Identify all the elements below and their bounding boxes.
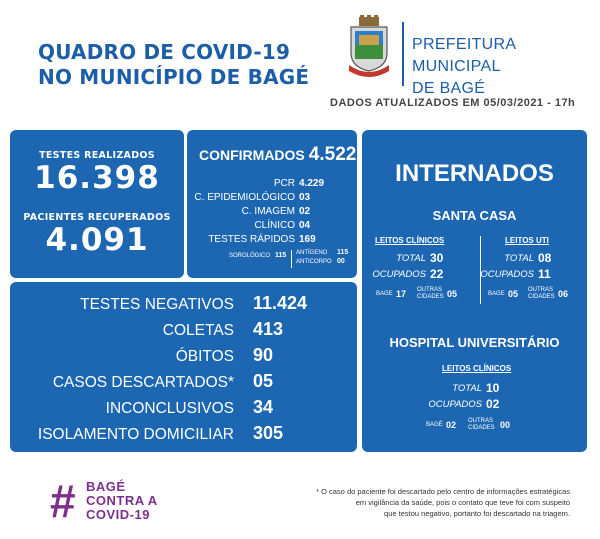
hu-total-value: 10 (486, 381, 500, 395)
footnote-line-2: em vigilância da saúde, pois o contato que teve foi com suspeito (355, 498, 570, 507)
footnote-line-3: que testou negativo, portanto foi descartado na triagem. (384, 509, 570, 518)
confirmed-row-label: TESTES RÁPIDOS (208, 234, 295, 245)
organization-name (412, 34, 600, 100)
hu-other-label: OUTRAS CIDADES (468, 418, 495, 431)
summary-value: 11.424 (253, 293, 308, 313)
hu-occupied-value: 02 (486, 397, 500, 411)
summary-value: 05 (253, 371, 274, 391)
confirmed-row-value: 4.229 (299, 178, 325, 189)
page-title (38, 40, 338, 90)
antigeno-value: 115 (337, 249, 349, 256)
summary-value: 90 (253, 345, 274, 365)
update-timestamp: DADOS ATUALIZADOS EM 05/03/2021 - 17h (330, 97, 576, 109)
confirmed-label: CONFIRMADOS (199, 147, 305, 163)
sorologico-value: 115 (275, 252, 287, 259)
clinical-total-value: 30 (430, 251, 444, 265)
summary-card (10, 282, 357, 452)
clinical-bage-value: 17 (396, 289, 407, 299)
clinical-total-label: TOTAL (396, 253, 426, 264)
uti-total-value: 08 (538, 251, 552, 265)
clinical-other-label: OUTRAS CIDADES (417, 287, 444, 300)
coat-of-arms-icon (345, 15, 393, 79)
confirmed-row-value: 169 (299, 234, 316, 245)
santa-casa-uti-label: LEITOS UTI (505, 236, 549, 245)
confirmed-row-value: 04 (299, 220, 311, 231)
uti-bage-value: 05 (508, 289, 519, 299)
uti-occupied-value: 11 (538, 267, 551, 281)
footnote-line-1: * O caso do paciente foi descartado pelo centro de informações estratégicas (316, 487, 570, 496)
clinical-other-value: 05 (447, 289, 458, 299)
summary-label: TESTES NEGATIVOS (80, 296, 234, 313)
summary-label: INCONCLUSIVOS (105, 400, 234, 417)
hashtag-icon: # (50, 475, 76, 527)
tests-card (10, 130, 184, 278)
antigeno-label: ANTÍGENO (296, 250, 328, 256)
confirmed-row-value: 03 (299, 192, 311, 203)
confirmed-card (187, 130, 357, 278)
sorologico-label: SOROLÓGICO (229, 253, 271, 259)
uti-bage-label: BAGE (488, 291, 505, 297)
hu-clinical-label: LEITOS CLÍNICOS (442, 364, 512, 373)
confirmed-row-label: C. EPIDEMIOLÓGICO (194, 192, 295, 203)
footnote (250, 486, 570, 519)
tests-value: 16.398 (34, 160, 160, 196)
hu-occupied-label: OCUPADOS (428, 399, 482, 410)
confirmed-value: 4.522 (308, 144, 357, 165)
anticorpo-label: ANTICORPO (296, 259, 332, 265)
hospitalized-card (362, 130, 587, 452)
hu-title: HOSPITAL UNIVERSITÁRIO (389, 335, 560, 350)
campaign-line-3: COVID-19 (86, 507, 150, 522)
hospitalized-title: INTERNADOS (395, 160, 554, 187)
org-line-1: PREFEITURA MUNICIPAL (412, 36, 516, 75)
header-divider (402, 22, 404, 86)
santa-casa-clinical-label: LEITOS CLÍNICOS (375, 236, 445, 245)
recovered-value: 4.091 (45, 222, 149, 258)
hu-bage-label: BAGÉ (426, 422, 443, 428)
summary-label: COLETAS (162, 322, 234, 339)
summary-label: ISOLAMENTO DOMICILIAR (37, 426, 234, 443)
title-line-2: NO MUNICÍPIO DE BAGÉ (38, 65, 310, 89)
campaign-text (86, 480, 206, 522)
sorologico-divider (291, 250, 292, 268)
summary-label: CASOS DESCARTADOS* (52, 374, 234, 391)
recovered-label: PACIENTES RECUPERADOS (23, 212, 171, 223)
clinical-occupied-label: OCUPADOS (372, 269, 426, 280)
summary-value: 305 (253, 423, 284, 443)
hu-bage-value: 02 (446, 420, 457, 430)
confirmed-row-label: CLÍNICO (254, 220, 295, 231)
uti-other-value: 06 (558, 289, 569, 299)
confirmed-row-value: 02 (299, 206, 311, 217)
summary-label: ÓBITOS (175, 348, 234, 365)
summary-value: 34 (253, 397, 274, 417)
uti-occupied-label: OCUPADOS (480, 269, 534, 280)
tests-label: TESTES REALIZADOS (39, 150, 155, 161)
summary-value: 413 (253, 319, 284, 339)
uti-other-label: OUTRAS CIDADES (528, 287, 555, 300)
org-line-2: DE BAGÉ (412, 80, 486, 97)
campaign-line-2: CONTRA A (86, 493, 158, 508)
confirmed-header (199, 144, 356, 166)
hu-total-label: TOTAL (452, 383, 482, 394)
confirmed-row-label: PCR (273, 178, 295, 189)
clinical-bage-label: BAGE (376, 291, 393, 297)
hu-other-value: 00 (500, 420, 511, 430)
campaign-line-1: BAGÉ (86, 479, 126, 494)
confirmed-row-label: C. IMAGEM (241, 206, 295, 217)
clinical-occupied-value: 22 (430, 267, 444, 281)
title-line-1: QUADRO DE COVID-19 (38, 40, 291, 64)
uti-total-label: TOTAL (504, 253, 534, 264)
santa-casa-title: SANTA CASA (432, 208, 517, 223)
anticorpo-value: 00 (337, 258, 345, 265)
